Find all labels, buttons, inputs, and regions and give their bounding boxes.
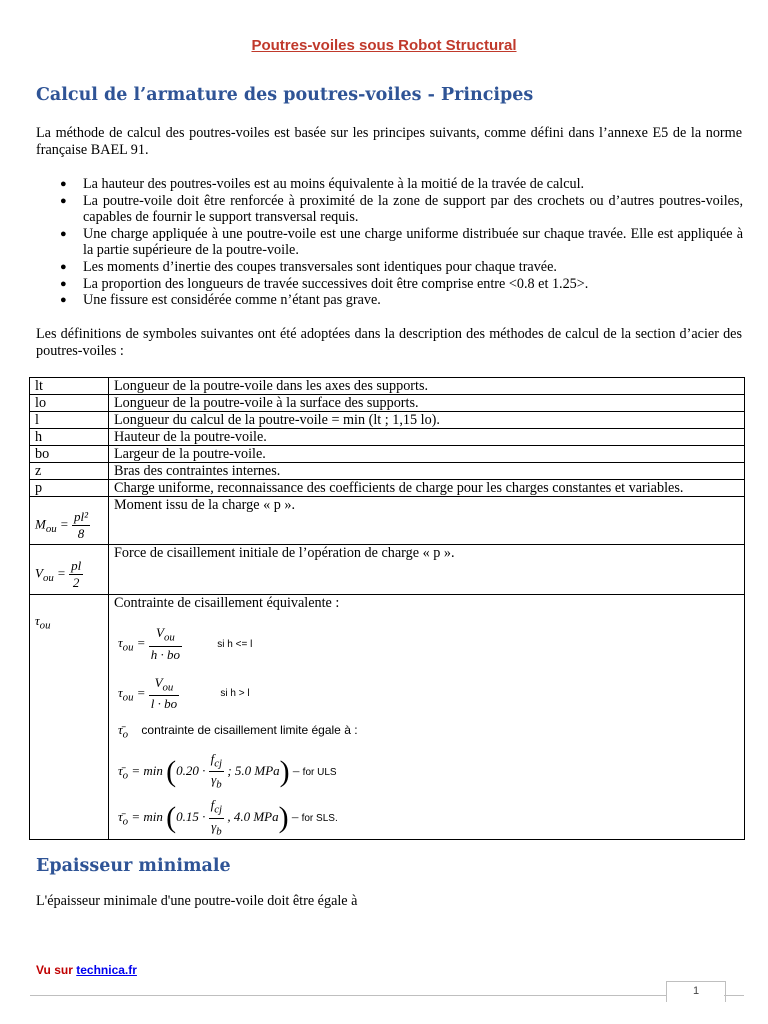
- table-row: [30, 446, 745, 463]
- thickness-paragraph: L'épaisseur minimale d'une poutre-voile doit être égale à: [36, 893, 358, 909]
- description-cell: Bras des contraintes internes.: [109, 463, 745, 480]
- bullet-icon: ●: [60, 294, 67, 307]
- section-heading-thickness: Epaisseur minimale: [36, 856, 231, 876]
- symbol-cell: z: [30, 463, 109, 480]
- table-row: [30, 395, 745, 412]
- symbol-cell: p: [30, 480, 109, 497]
- list-item: ● La proportion des longueurs de travée successives doit être comprise entre <0.8 et 1.25>.: [60, 275, 589, 292]
- definitions-intro: Les définitions de symboles suivantes ont été adoptées dans la description des méthodes de calcul de la section d’acier des poutres-voiles :: [36, 326, 742, 359]
- symbol-cell: h: [30, 429, 109, 446]
- tau-limit-line: $\taū_o$ contrainte de cisaillement limite égale à :: [118, 722, 358, 741]
- table-row: [30, 497, 745, 545]
- description-cell: Longueur de la poutre-voile à la surface des supports.: [109, 395, 745, 412]
- uls-formula: $\taū_o = \min (0.20$ · $\frac{f_{cj}}{\gamma_b}$ ; 5.0 MPa) – for ULS: [118, 750, 337, 791]
- bullet-icon: ●: [60, 260, 67, 273]
- table-row: [30, 429, 745, 446]
- page-title: Poutres-voiles sous Robot Structural: [251, 37, 517, 54]
- bullet-icon: ●: [60, 178, 67, 190]
- description-cell: Charge uniforme, reconnaissance des coefficients de charge pour les charges constantes et variables.: [109, 480, 745, 497]
- intro-paragraph: La méthode de calcul des poutres-voiles est basée sur les principes suivants, comme défini dans l’annexe E5 de la norme française BAEL 91.: [36, 125, 742, 158]
- tau-formulas-cell: [109, 595, 745, 840]
- tau-symbol: $\tau_{ou}$: [30, 595, 109, 840]
- section-heading-principles: Calcul de l’armature des poutres-voiles - Principes: [36, 85, 534, 105]
- description-cell: Largeur de la poutre-voile.: [109, 446, 745, 463]
- bullet-icon: ●: [60, 194, 67, 207]
- shear-formula: $V_{ou}$ = $\frac{pl}{2}$: [30, 545, 109, 595]
- list-item: ● Une charge appliquée à une poutre-voile est une charge uniforme distribuée sur chaque travée. Elle est appliquée à la partie supérieure de la poutre-voile.: [60, 225, 743, 259]
- description-cell: Longueur du calcul de la poutre-voile = min (lt ; 1,15 lo).: [109, 412, 745, 429]
- description-cell: Longueur de la poutre-voile dans les axes des supports.: [109, 378, 745, 395]
- tau-formula-1: $\tau_{ou}$ = $\frac{V_{ou}}{h \cdot bo}$ si h <= l: [118, 625, 253, 662]
- table-row: [30, 545, 745, 595]
- tau-description: Contrainte de cisaillement équivalente :: [114, 595, 340, 611]
- footer-divider: [724, 995, 744, 996]
- symbol-cell: lo: [30, 395, 109, 412]
- table-row: [30, 595, 745, 840]
- symbols-table: [29, 377, 745, 840]
- list-item: ● La hauteur des poutres-voiles est au moins équivalente à la moitié de la travée de calcul.: [60, 176, 585, 192]
- bullet-icon: ●: [60, 227, 67, 240]
- symbol-cell: bo: [30, 446, 109, 463]
- table-row: [30, 480, 745, 497]
- list-item: ● Les moments d’inertie des coupes transversales sont identiques pour chaque travée.: [60, 258, 557, 275]
- bullet-icon: ●: [60, 277, 67, 290]
- technica-link[interactable]: technica.fr: [76, 963, 137, 977]
- table-row: [30, 412, 745, 429]
- page-number: 1: [666, 981, 726, 1002]
- footer-divider: [30, 995, 666, 996]
- moment-formula: $M_{ou}$ = $\frac{\text{pl²}}{8}$: [30, 497, 109, 545]
- description-cell: Moment issu de la charge « p ».: [109, 497, 745, 545]
- symbol-cell: l: [30, 412, 109, 429]
- sls-formula: $\taū_o = \min (0.15$ · $\frac{f_{cj}}{\gamma_b}$ , 4.0 MPa) – for SLS.: [118, 796, 338, 838]
- principles-list: [60, 176, 743, 309]
- symbol-cell: lt: [30, 378, 109, 395]
- description-cell: Hauteur de la poutre-voile.: [109, 429, 745, 446]
- table-row: [30, 378, 745, 395]
- tau-formula-2: $\tau_{ou}$ = $\frac{V_{ou}}{l \cdot bo}$ si h > l: [118, 674, 250, 712]
- footer-source: Vu sur technica.fr: [36, 963, 137, 977]
- list-item: ● La poutre-voile doit être renforcée à proximité de la zone de support par des crochets ou d’autres poutres-voiles, capables de fournir le support transversal requis.: [60, 192, 743, 226]
- list-item: ● Une fissure est considérée comme n’étant pas grave.: [60, 292, 381, 309]
- table-row: [30, 463, 745, 480]
- description-cell: Force de cisaillement initiale de l’opération de charge « p ».: [109, 545, 745, 595]
